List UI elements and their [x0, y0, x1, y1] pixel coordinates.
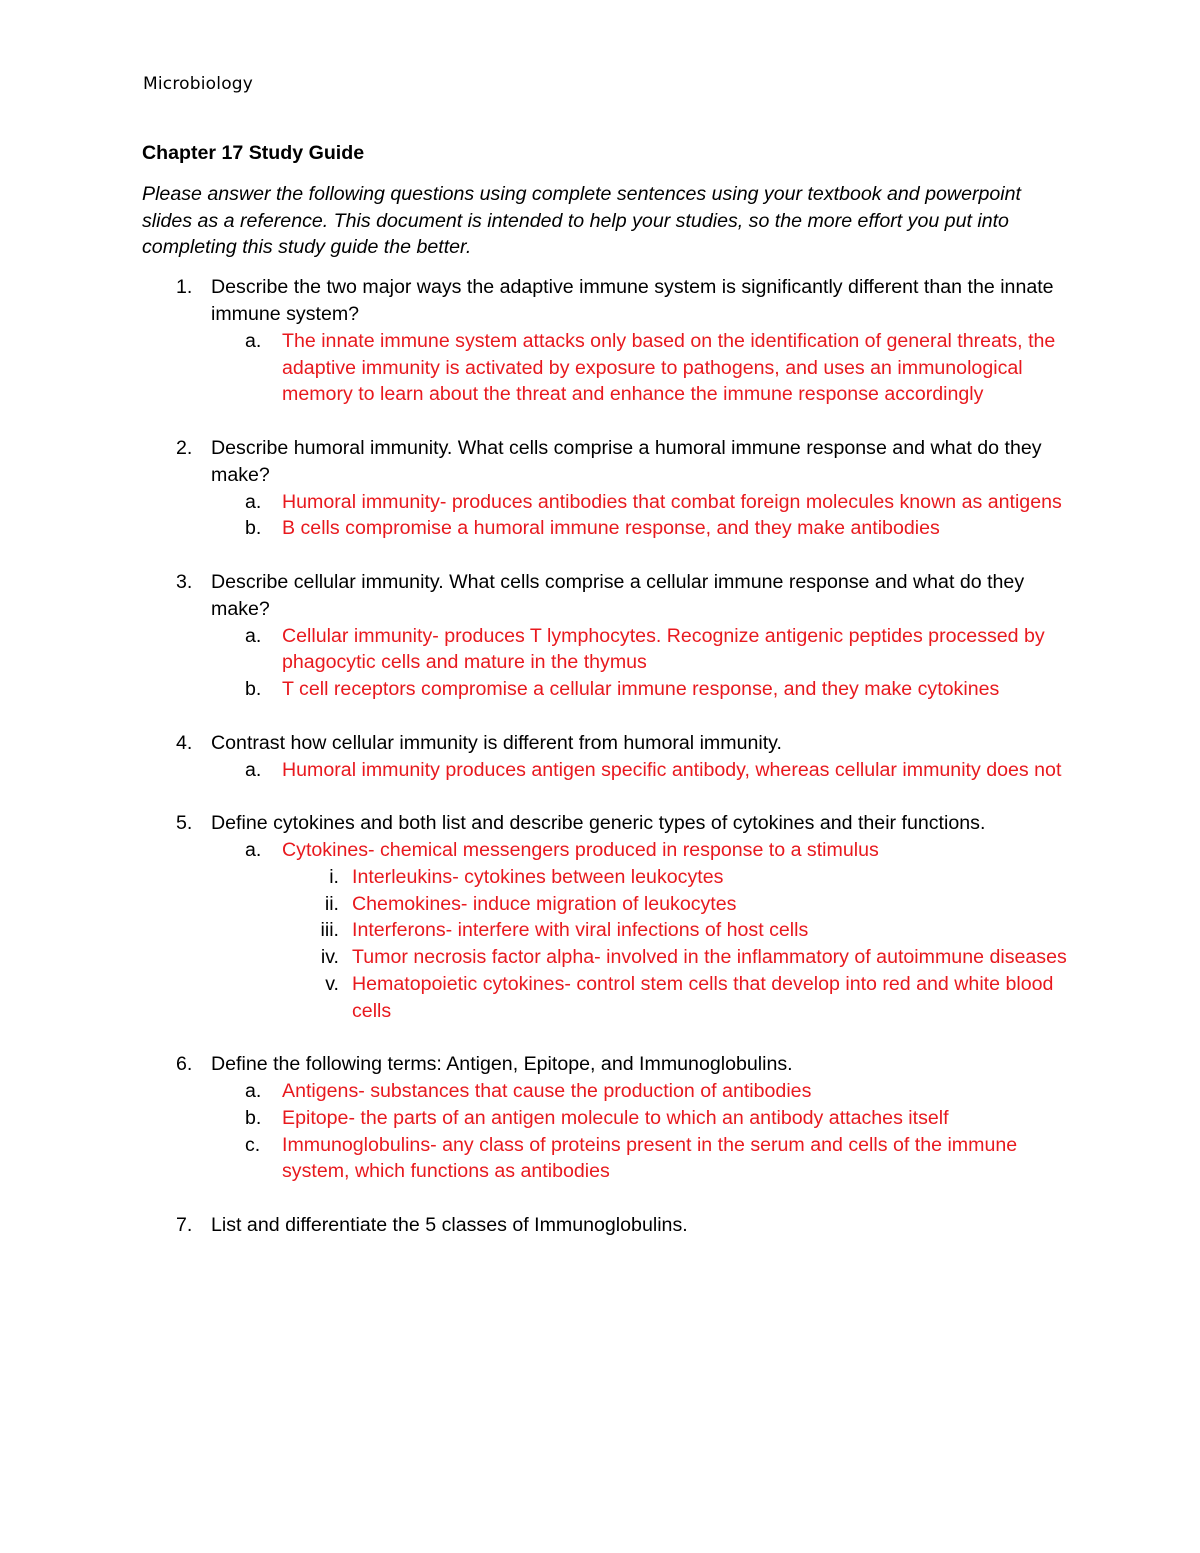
sub-answer-item [282, 891, 1067, 918]
answer-marker: c. [245, 1133, 261, 1156]
question-number: 6. [176, 1053, 193, 1076]
answer-marker: a. [245, 329, 262, 352]
answer-list [211, 1078, 1067, 1185]
answer-marker: a. [245, 490, 262, 513]
answer-text: The innate immune system attacks only based on the identification of general threats, the adaptive immunity is activated by exposure to pathogens, and uses an immunological memory to learn about the threat and enhance the immune response accordingly [282, 329, 1056, 406]
answer-text: Humoral immunity produces antigen specific antibody, whereas cellular immunity does not [282, 758, 1062, 781]
question-item [142, 435, 1067, 542]
question-item [142, 810, 1067, 1024]
sub-answer-text: Tumor necrosis factor alpha- involved in the inflammatory of autoimmune diseases [352, 946, 1067, 969]
answer-item [211, 837, 1067, 1025]
doc-title: Chapter 17 Study Guide [142, 142, 365, 164]
question-item [142, 569, 1067, 703]
answer-text: Epitope- the parts of an antigen molecule to which an antibody attaches itself [282, 1106, 949, 1129]
question-text: Define the following terms: Antigen, Epitope, and Immunoglobulins. [211, 1053, 793, 1076]
sub-answer-item [282, 971, 1067, 1025]
question-number: 3. [176, 570, 193, 593]
sub-answer-text: Interferons- interfere with viral infections of host cells [352, 919, 809, 942]
sub-answer-marker: i. [329, 865, 339, 888]
question-item [142, 730, 1067, 784]
answer-list [211, 757, 1067, 784]
answer-item [211, 757, 1067, 784]
answer-text: Antigens- substances that cause the production of antibodies [282, 1080, 812, 1103]
answer-item [211, 1132, 1067, 1186]
sub-answer-marker: ii. [324, 892, 339, 915]
answer-list [211, 489, 1067, 543]
question-number: 5. [176, 812, 193, 835]
answer-item [211, 1078, 1067, 1105]
course-header: Microbiology [143, 74, 254, 94]
question-text: List and differentiate the 5 classes of Immunoglobulins. [211, 1214, 688, 1237]
question-item [142, 1051, 1067, 1185]
answer-text: Immunoglobulins- any class of proteins present in the serum and cells of the immune system, which functions as antibodies [282, 1133, 1018, 1183]
sub-answer-text: Chemokines- induce migration of leukocytes [352, 892, 737, 915]
doc-intro: Please answer the following questions using complete sentences using your textbook and powerpoint slides as a reference. This document is intended to help your studies, so the more effort you put into completing this study guide the better. [142, 182, 1021, 259]
answer-text: T cell receptors compromise a cellular immune response, and they make cytokines [282, 678, 1000, 701]
answer-list [211, 837, 1067, 1025]
document-body [142, 140, 1067, 1266]
question-text: Describe the two major ways the adaptive immune system is significantly different than the innate immune system? [211, 276, 1054, 325]
question-number: 1. [176, 276, 193, 299]
sub-answer-marker: iv. [320, 946, 339, 969]
answer-item [211, 489, 1067, 516]
answer-item [211, 328, 1067, 408]
question-text: Describe humoral immunity. What cells comprise a humoral immune response and what do they make? [211, 436, 1042, 486]
sub-answer-marker: v. [325, 972, 339, 995]
sub-answer-item [282, 944, 1067, 971]
answer-list [211, 328, 1067, 408]
question-number: 2. [176, 436, 193, 459]
answer-marker: a. [245, 758, 262, 781]
answer-text: Cellular immunity- produces T lymphocytes. Recognize antigenic peptides processed by phagocytic cells and mature in the thymus [282, 624, 1045, 674]
answer-list [211, 623, 1067, 703]
answer-marker: a. [245, 624, 262, 647]
answer-item [211, 676, 1067, 703]
sub-answer-list [282, 864, 1067, 1025]
question-text: Define cytokines and both list and describe generic types of cytokines and their functions. [211, 812, 986, 835]
answer-marker: b. [245, 1106, 262, 1129]
question-text: Describe cellular immunity. What cells comprise a cellular immune response and what do they make? [211, 570, 1025, 620]
answer-text: B cells compromise a humoral immune response, and they make antibodies [282, 517, 940, 540]
question-text: Contrast how cellular immunity is different from humoral immunity. [211, 731, 782, 754]
question-number: 4. [176, 731, 193, 754]
sub-answer-marker: iii. [320, 919, 339, 942]
sub-answer-text: Hematopoietic cytokines- control stem cells that develop into red and white blood cells [352, 972, 1054, 1022]
sub-answer-text: Interleukins- cytokines between leukocytes [352, 865, 724, 888]
answer-item [211, 623, 1067, 677]
question-list [142, 274, 1067, 1239]
sub-answer-item [282, 864, 1067, 891]
answer-marker: a. [245, 1080, 262, 1103]
question-item [142, 274, 1067, 408]
answer-item [211, 515, 1067, 542]
answer-text: Humoral immunity- produces antibodies that combat foreign molecules known as antigens [282, 490, 1062, 513]
question-number: 7. [176, 1214, 193, 1237]
answer-text: Cytokines- chemical messengers produced in response to a stimulus [282, 838, 879, 861]
answer-item [211, 1105, 1067, 1132]
question-item [142, 1212, 1067, 1239]
answer-marker: b. [245, 517, 262, 540]
answer-marker: b. [245, 678, 262, 701]
sub-answer-item [282, 917, 1067, 944]
answer-marker: a. [245, 838, 262, 861]
